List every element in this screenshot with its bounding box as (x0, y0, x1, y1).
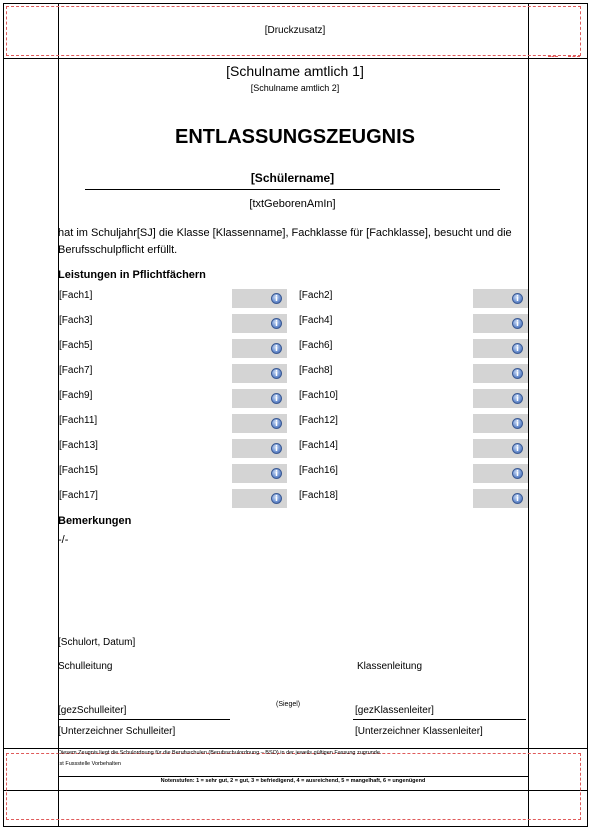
subject-label-left: [Fach1] (59, 290, 93, 301)
subject-label-left: [Fach13] (59, 440, 98, 451)
klassenleitung-label: Klassenleitung (357, 661, 423, 672)
grade-field-right[interactable] (473, 439, 528, 458)
subject-label-right: [Fach12] (299, 415, 338, 426)
subject-label-left: [Fach3] (59, 315, 93, 326)
info-icon[interactable]: i (271, 493, 282, 504)
subject-label-right: [Fach2] (299, 290, 333, 301)
footer-top-line (3, 748, 587, 749)
gez-klassenleiter: [gezKlassenleiter] (355, 705, 434, 716)
grade-field-left[interactable] (232, 289, 287, 308)
info-icon[interactable]: i (512, 443, 523, 454)
info-icon[interactable]: i (271, 443, 282, 454)
intro-line-1: hat im Schuljahr[SJ] die Klasse [Klassenname], Fachklasse für [Fachklasse], besucht und die (58, 227, 512, 239)
grade-field-right[interactable] (473, 464, 528, 483)
intro-line-2: Berufsschulpflicht erfüllt. (58, 244, 178, 256)
info-icon[interactable]: i (512, 293, 523, 304)
info-icon[interactable]: i (271, 293, 282, 304)
bemerkungen-heading: Bemerkungen (58, 515, 132, 527)
grade-field-left[interactable] (232, 489, 287, 508)
info-icon[interactable]: i (512, 318, 523, 329)
bemerkungen-text: -/- (58, 534, 69, 546)
subject-label-right: [Fach18] (299, 490, 338, 501)
footer-line-1: Diesem Zeugnis liegt die Schulordnung für die Berufsschulen (Berufsschulordnung – BSO) in der jeweils gültigen Fassung zugrunde. (58, 750, 382, 756)
druckzusatz: [Druckzusatz] (264, 25, 326, 36)
grade-field-left[interactable] (232, 439, 287, 458)
schulleitung-label: Schulleitung (58, 661, 113, 672)
grade-field-left[interactable] (232, 364, 287, 383)
info-icon[interactable]: i (271, 343, 282, 354)
student-name: [Schülername] (250, 171, 335, 185)
grade-field-right[interactable] (473, 364, 528, 383)
subject-label-left: [Fach11] (59, 415, 98, 426)
info-icon[interactable]: i (512, 493, 523, 504)
subject-label-left: [Fach17] (59, 490, 98, 501)
grade-field-right[interactable] (473, 489, 528, 508)
grade-field-left[interactable] (232, 389, 287, 408)
document-title: ENTLASSUNGSZEUGNIS (174, 126, 416, 148)
schulleiter-signature-line (58, 719, 230, 720)
school-name-1: [Schulname amtlich 1] (226, 63, 364, 79)
info-icon[interactable]: i (271, 318, 282, 329)
leistungen-heading: Leistungen in Pflichtfächern (58, 269, 206, 281)
info-icon[interactable]: i (271, 418, 282, 429)
info-icon[interactable]: i (512, 468, 523, 479)
unterzeichner-schulleiter: [Unterzeichner Schulleiter] (58, 726, 176, 737)
subject-label-right: [Fach10] (299, 390, 338, 401)
subject-label-right: [Fach14] (299, 440, 338, 451)
subject-label-left: [Fach7] (59, 365, 93, 376)
grade-field-right[interactable] (473, 339, 528, 358)
grade-field-right[interactable] (473, 314, 528, 333)
subject-label-right: [Fach6] (299, 340, 333, 351)
subject-label-right: [Fach4] (299, 315, 333, 326)
subject-label-left: [Fach9] (59, 390, 93, 401)
student-birth: [txtGeborenAmIn] (249, 198, 336, 210)
subject-label-left: [Fach15] (59, 465, 98, 476)
ort-datum: [Schulort, Datum] (58, 637, 136, 648)
grade-field-left[interactable] (232, 339, 287, 358)
gez-schulleiter: [gezSchulleiter] (58, 705, 127, 716)
header-dash-mark (568, 56, 580, 57)
header-bottom-line (3, 58, 587, 59)
info-icon[interactable]: i (271, 393, 282, 404)
info-icon[interactable]: i (512, 418, 523, 429)
klassenleiter-signature-line (353, 719, 526, 720)
grade-field-left[interactable] (232, 414, 287, 433)
subject-label-left: [Fach5] (59, 340, 93, 351)
info-icon[interactable]: i (512, 343, 523, 354)
header-dash-mark (548, 56, 558, 57)
subject-label-right: [Fach16] (299, 465, 338, 476)
student-name-underline (85, 189, 500, 190)
footer-line-2: Ist Fussstelle Vorbehalten (58, 761, 121, 767)
info-icon[interactable]: i (512, 393, 523, 404)
grade-field-right[interactable] (473, 289, 528, 308)
unterzeichner-klassenleiter: [Unterzeichner Klassenleiter] (355, 726, 483, 737)
info-icon[interactable]: i (512, 368, 523, 379)
grade-field-left[interactable] (232, 314, 287, 333)
siegel-label: (Siegel) (276, 701, 301, 708)
grade-field-right[interactable] (473, 389, 528, 408)
subject-label-right: [Fach8] (299, 365, 333, 376)
notenstufen-legend: Notenstufen: 1 = sehr gut, 2 = gut, 3 = befriedigend, 4 = ausreichend, 5 = mangelhaft, 6 = ungenügend (160, 778, 426, 784)
noten-top-line (58, 776, 528, 777)
school-name-2: [Schulname amtlich 2] (250, 83, 340, 93)
grade-field-left[interactable] (232, 464, 287, 483)
grade-field-right[interactable] (473, 414, 528, 433)
info-icon[interactable]: i (271, 368, 282, 379)
info-icon[interactable]: i (271, 468, 282, 479)
